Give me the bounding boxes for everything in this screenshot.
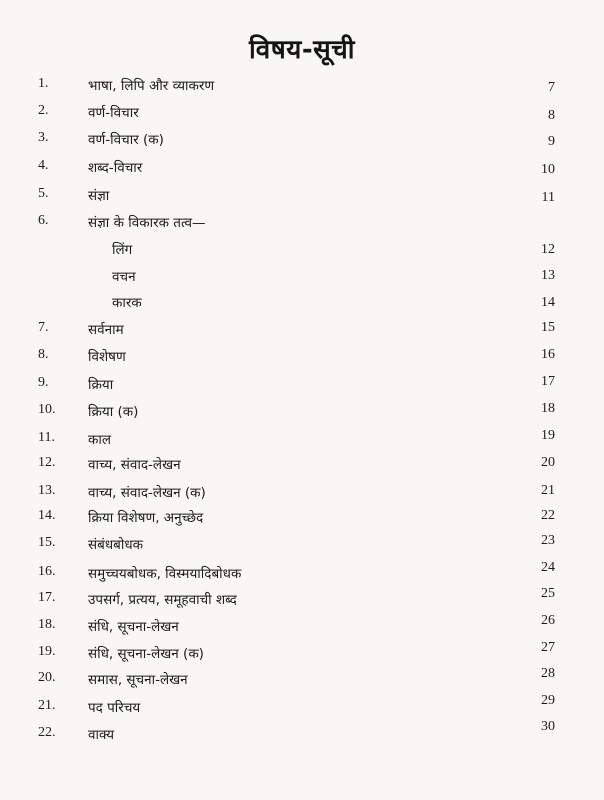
toc-entry-page-number: 11 <box>541 190 555 205</box>
toc-entry-page-number: 18 <box>541 401 555 416</box>
toc-entry-title: वाच्य, संवाद-लेखन <box>88 457 181 473</box>
toc-entry-title: शब्द-विचार <box>88 160 143 176</box>
toc-entry-number: 8. <box>38 347 49 362</box>
toc-entry-title: वाक्य <box>88 727 115 743</box>
toc-entry-number: 20. <box>38 670 56 685</box>
toc-entry-title: क्रिया विशेषण, अनुच्छेद <box>88 510 204 526</box>
toc-entry-page-number: 10 <box>541 162 555 177</box>
toc-entry-number: 6. <box>38 213 49 228</box>
toc-entry-title: विशेषण <box>88 349 126 365</box>
toc-entry-number: 17. <box>38 590 56 605</box>
toc-entry-title: संज्ञा <box>88 188 110 204</box>
toc-entry-number: 4. <box>38 158 49 173</box>
toc-entry-page-number: 21 <box>541 483 555 498</box>
toc-entry-title: सर्वनाम <box>88 322 124 338</box>
toc-entry-number: 7. <box>38 320 49 335</box>
toc-entry-number: 15. <box>38 535 56 550</box>
toc-entry-page-number: 15 <box>541 320 555 335</box>
toc-entry-page-number: 30 <box>541 719 555 734</box>
toc-entry-title: कारक <box>112 295 142 311</box>
toc-entry-title: संधि, सूचना-लेखन (क) <box>88 646 204 662</box>
toc-entry-page-number: 29 <box>541 693 555 708</box>
toc-entry-number: 12. <box>38 455 56 470</box>
toc-entry-title: भाषा, लिपि और व्याकरण <box>88 78 215 94</box>
toc-entry-number: 14. <box>38 508 56 523</box>
toc-entry-page-number: 7 <box>548 80 555 95</box>
toc-entry-title: समुच्चयबोधक, विस्मयादिबोधक <box>88 566 242 582</box>
toc-entry-page-number: 17 <box>541 374 555 389</box>
toc-entry-number: 16. <box>38 564 56 579</box>
toc-entry-title: क्रिया <box>88 377 114 393</box>
toc-entry-page-number: 12 <box>541 242 555 257</box>
toc-entry-number: 5. <box>38 186 49 201</box>
page-title: विषय-सूची <box>249 35 355 65</box>
toc-entry-page-number: 13 <box>541 268 555 283</box>
toc-entry-number: 18. <box>38 617 56 632</box>
toc-entry-title: वर्ण-विचार <box>88 105 139 121</box>
toc-entry-page-number: 26 <box>541 613 555 628</box>
toc-entry-title: समास, सूचना-लेखन <box>88 672 188 688</box>
toc-entry-title: पद परिचय <box>88 700 141 716</box>
toc-entry-title: वाच्य, संवाद-लेखन (क) <box>88 485 206 501</box>
toc-entry-title: संबंधबोधक <box>88 537 144 553</box>
toc-entry-number: 3. <box>38 130 49 145</box>
toc-entry-number: 22. <box>38 725 56 740</box>
toc-entry-page-number: 24 <box>541 560 555 575</box>
toc-entry-number: 13. <box>38 483 56 498</box>
toc-entry-title: संज्ञा के विकारक तत्व— <box>88 215 206 231</box>
toc-entry-page-number: 9 <box>548 134 555 149</box>
toc-entry-number: 2. <box>38 103 49 118</box>
toc-entry-number: 11. <box>38 430 55 445</box>
toc-entry-page-number: 19 <box>541 428 555 443</box>
toc-entry-title: वचन <box>112 269 136 285</box>
toc-entry-title: वर्ण-विचार (क) <box>88 132 164 148</box>
toc-entry-page-number: 16 <box>541 347 555 362</box>
toc-entry-page-number: 8 <box>548 108 555 123</box>
toc-entry-page-number: 28 <box>541 666 555 681</box>
toc-entry-page-number: 25 <box>541 586 555 601</box>
toc-entry-page-number: 22 <box>541 508 555 523</box>
toc-entry-page-number: 23 <box>541 533 555 548</box>
toc-entry-number: 21. <box>38 698 56 713</box>
toc-entry-number: 9. <box>38 375 49 390</box>
toc-entry-title: संधि, सूचना-लेखन <box>88 619 179 635</box>
toc-entry-page-number: 14 <box>541 295 555 310</box>
toc-entry-number: 1. <box>38 76 49 91</box>
toc-entry-number: 19. <box>38 644 56 659</box>
toc-entry-title: लिंग <box>112 242 133 258</box>
toc-entry-number: 10. <box>38 402 56 417</box>
toc-entry-page-number: 27 <box>541 640 555 655</box>
toc-entry-title: काल <box>88 432 112 448</box>
toc-entry-title: क्रिया (क) <box>88 404 139 420</box>
toc-entry-page-number: 20 <box>541 455 555 470</box>
toc-entry-title: उपसर्ग, प्रत्यय, समूहवाची शब्द <box>88 592 237 608</box>
